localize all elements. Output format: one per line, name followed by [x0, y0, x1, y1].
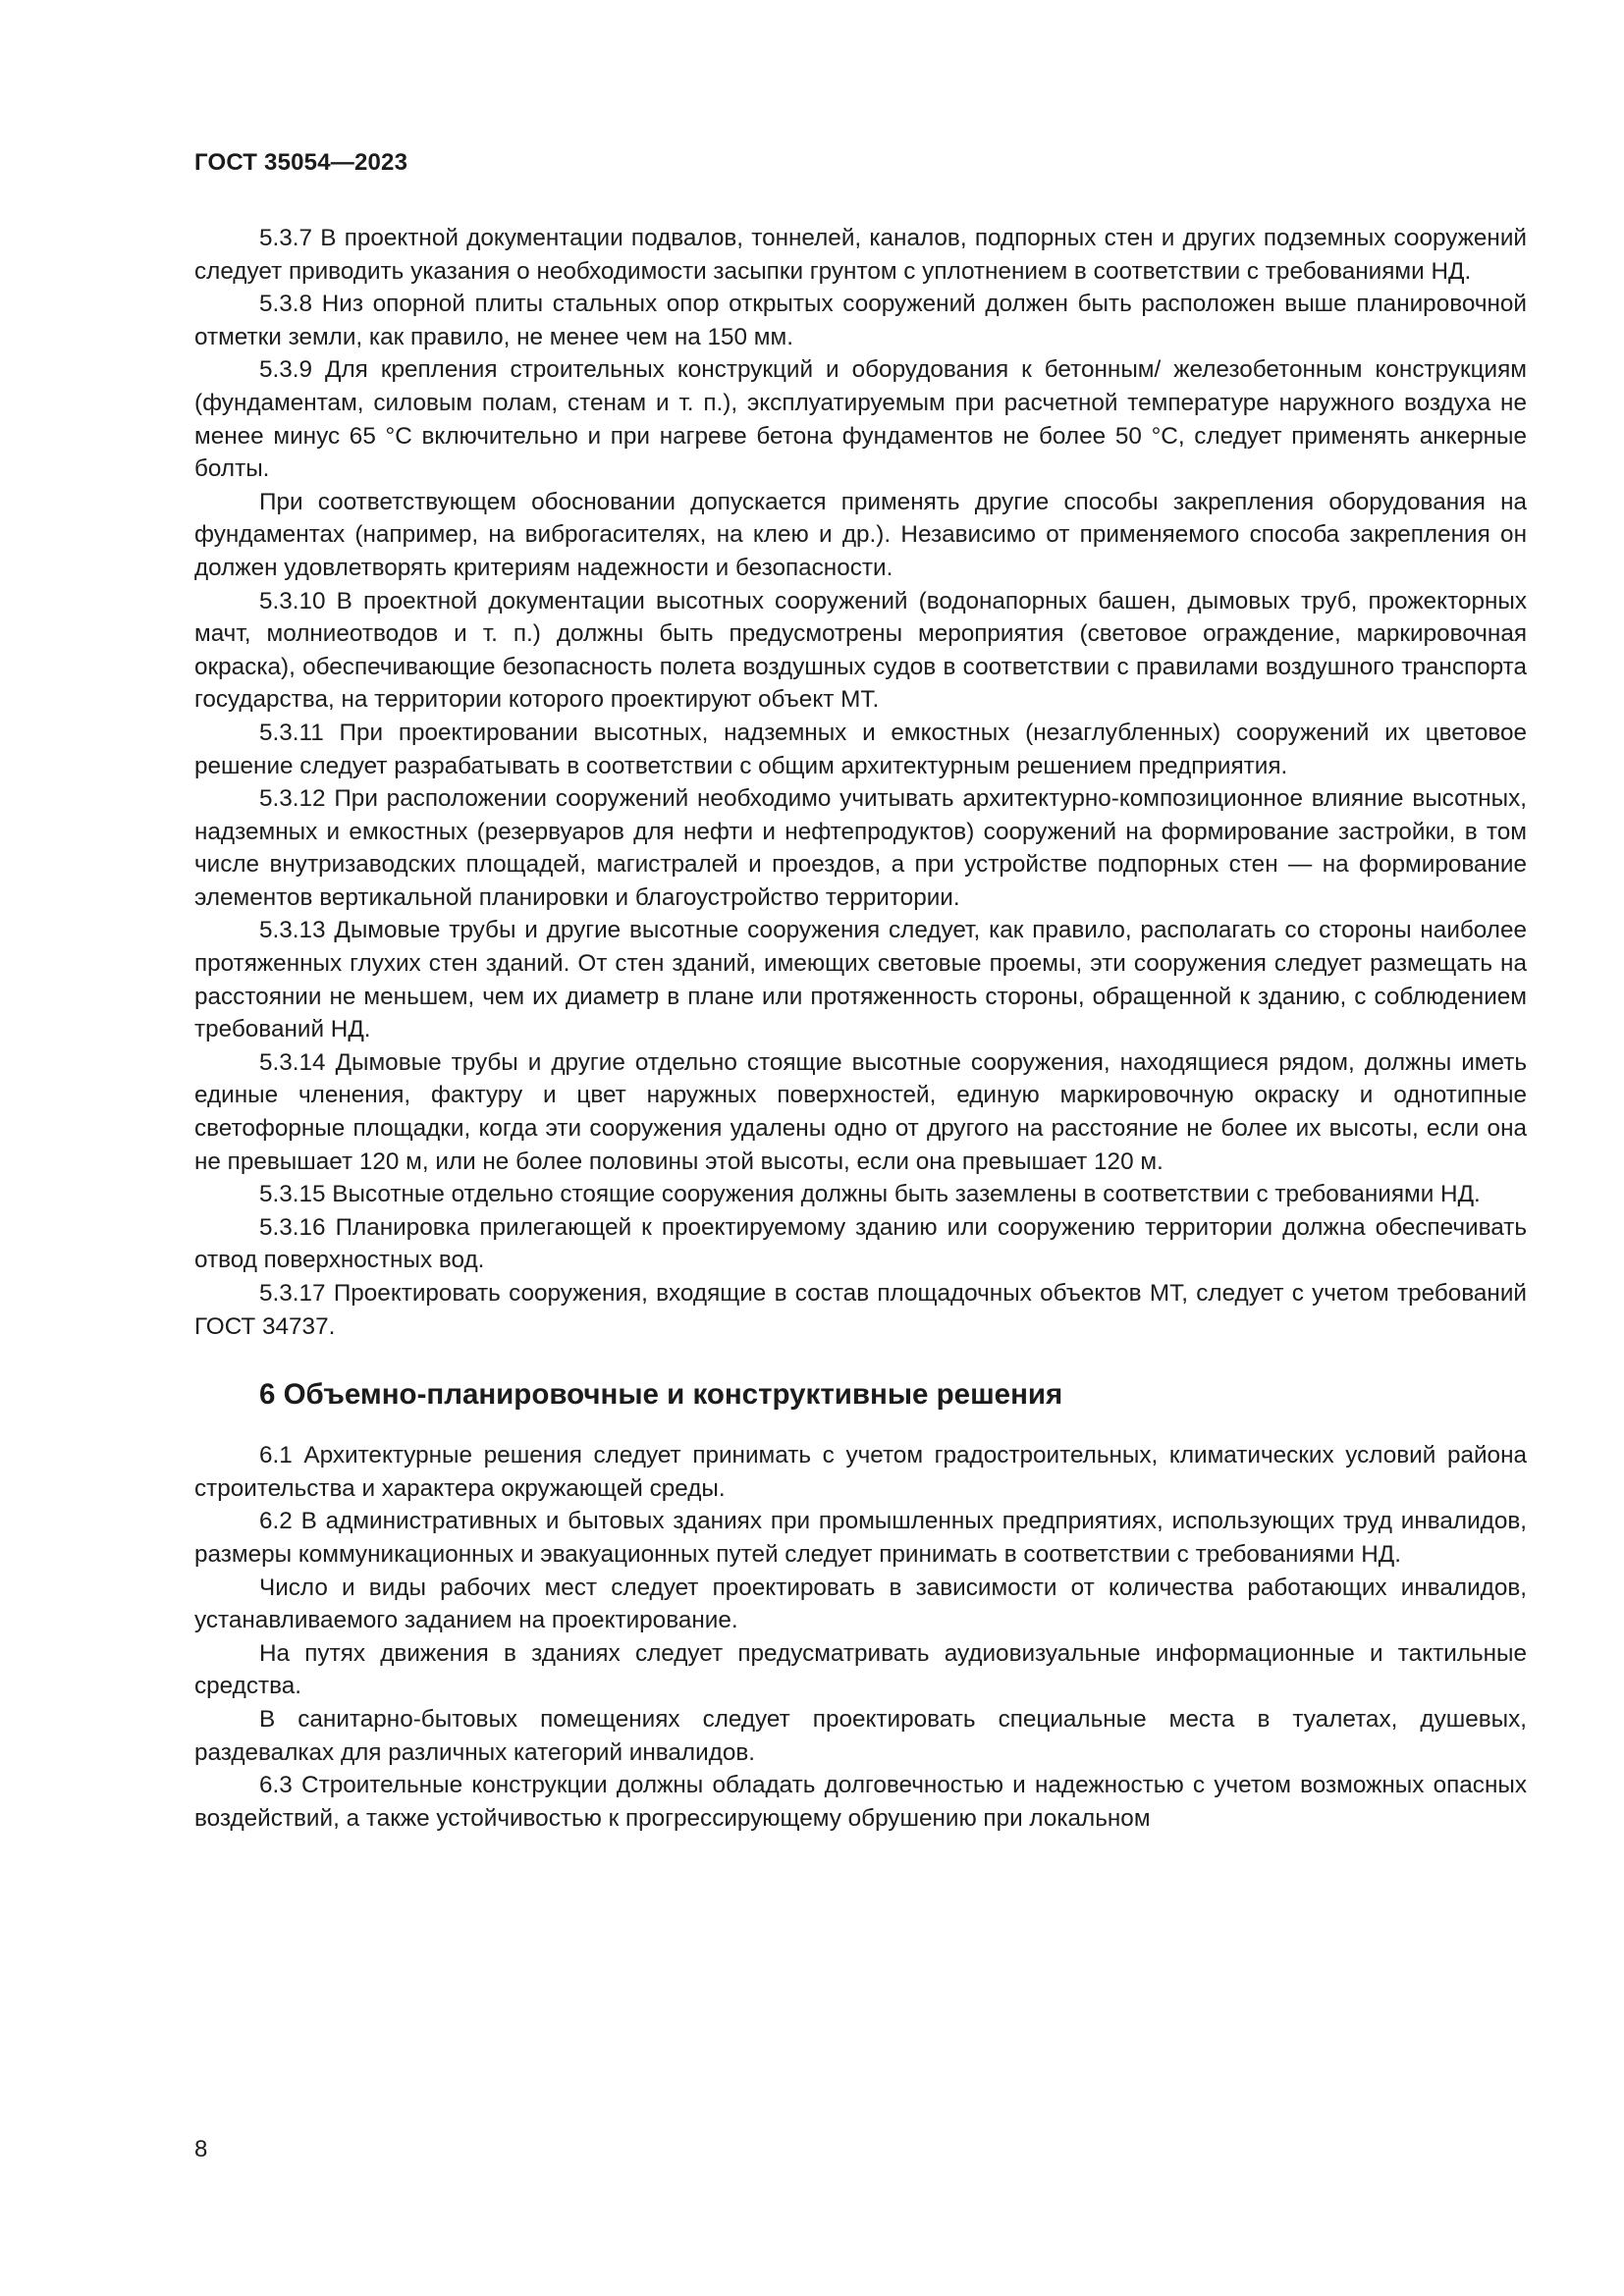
- paragraph-6-1: 6.1 Архитектурные решения следует принимать с учетом градостроительных, климатических условий района строительства и характера окружающей среды.: [194, 1442, 1527, 1502]
- paragraph-5-3-8: 5.3.8 Низ опорной плиты стальных опор открытых сооружений должен быть расположен выше планировочной отметки земли, как правило, не менее чем на 150 мм.: [194, 291, 1527, 350]
- paragraph-5-3-7: 5.3.7 В проектной документации подвалов, тоннелей, каналов, подпорных стен и других подземных сооружений следует приводить указания о необходимости засыпки грунтом с уплотнением в соответствии с требованиями НД.: [194, 225, 1527, 285]
- paragraph-6-2: 6.2 В административных и бытовых зданиях при промышленных предприятиях, использующих труд инвалидов, размеры коммуникационных и эвакуационных путей следует принимать в соответствии с требованиями НД.: [194, 1508, 1527, 1568]
- paragraph-5-3-13: 5.3.13 Дымовые трубы и другие высотные сооружения следует, как правило, располагать со стороны наиболее протяженных глухих стен зданий. От стен зданий, имеющих световые проемы, эти сооружения следует размещать на расстоянии не меньшем, чем их диаметр в плане или протяженность стороны, обращенной к зданию, с соблюдением требований НД.: [194, 917, 1527, 1043]
- paragraph-5-3-9: 5.3.9 Для крепления строительных конструкций и оборудования к бетонным/ железобетонным конструкциям (фундаментам, силовым полам, стенам и т. п.), эксплуатируемым при расчетной температуре наружного воздуха не менее минус 65 °С включительно и при нагреве бетона фундаментов не более 50 °С, следует применять анкерные болты.: [194, 356, 1527, 483]
- paragraph-5-3-16: 5.3.16 Планировка прилегающей к проектируемому зданию или сооружению территории должна обеспечивать отвод поверхностных вод.: [194, 1213, 1527, 1274]
- paragraph-5-3-14: 5.3.14 Дымовые трубы и другие отдельно стоящие высотные сооружения, находящиеся рядом, должны иметь единые членения, фактуру и цвет наружных поверхностей, единую маркировочную окраску и однотипные светофорные площадки, когда эти сооружения удалены одно от другого на расстояние не более их высоты, если она не превышает 120 м, или не более половины этой высоты, если она превышает 120 м.: [194, 1048, 1527, 1175]
- paragraph-5-3-11: 5.3.11 При проектировании высотных, надземных и емкостных (незаглубленных) сооружений их цветовое решение следует разрабатывать в соответствии с общим архитектурным решением предприятия.: [194, 719, 1527, 779]
- paragraph-5-3-10: 5.3.10 В проектной документации высотных сооружений (водонапорных башен, дымовых труб, прожекторных мачт, молниеотводов и т. п.) должны быть предусмотрены мероприятия (световое ограждение, маркировочная окраска), обеспечивающие безопасность полета воздушных судов в соответствии с правилами воздушного транспорта государства, на территории которого проектируют объект МТ.: [194, 587, 1527, 714]
- paragraph-6-2-tactile: На путях движения в зданиях следует предусматривать аудиовизуальные информационные и тактильные средства.: [194, 1639, 1527, 1700]
- paragraph-6-3: 6.3 Строительные конструкции должны обладать долговечностью и надежностью с учетом возможных опасных воздействий, а также устойчивостью к прогрессирующему обрушению при локальном: [194, 1772, 1527, 1832]
- paragraph-5-3-15: 5.3.15 Высотные отдельно стоящие сооружения должны быть заземлены в соответствии с требованиями НД.: [259, 1181, 1481, 1208]
- paragraph-6-2-sanitary: В санитарно-бытовых помещениях следует проектировать специальные места в туалетах, душевых, раздевалках для различных категорий инвалидов.: [194, 1705, 1527, 1766]
- paragraph-6-2-workplaces: Число и виды рабочих мест следует проектировать в зависимости от количества работающих инвалидов, устанавливаемого заданием на проектирование.: [194, 1574, 1527, 1634]
- paragraph-5-3-9-continued: При соответствующем обосновании допускается применять другие способы закрепления оборудования на фундаментах (например, на виброгасителях, на клею и др.). Независимо от применяемого способа закрепления он должен удовлетворять критериям надежности и безопасности.: [194, 488, 1527, 581]
- document-header: ГОСТ 35054—2023: [194, 149, 408, 176]
- paragraph-5-3-12: 5.3.12 При расположении сооружений необходимо учитывать архитектурно-композиционное влияние высотных, надземных и емкостных (резервуаров для нефти и нефтепродуктов) сооружений на формирование застройки, в том числе внутризаводских площадей, магистралей и проездов, а при устройстве подпорных стен — на формирование элементов вертикальной планировки и благоустройство территории.: [194, 785, 1527, 911]
- paragraph-5-3-17: 5.3.17 Проектировать сооружения, входящие в состав площадочных объектов МТ, следует с учетом требований ГОСТ 34737.: [194, 1280, 1527, 1340]
- document-body: [194, 222, 1527, 1835]
- section-title: 6 Объемно-планировочные и конструктивные решения: [259, 1378, 1063, 1412]
- page-number: 8: [194, 2136, 208, 2163]
